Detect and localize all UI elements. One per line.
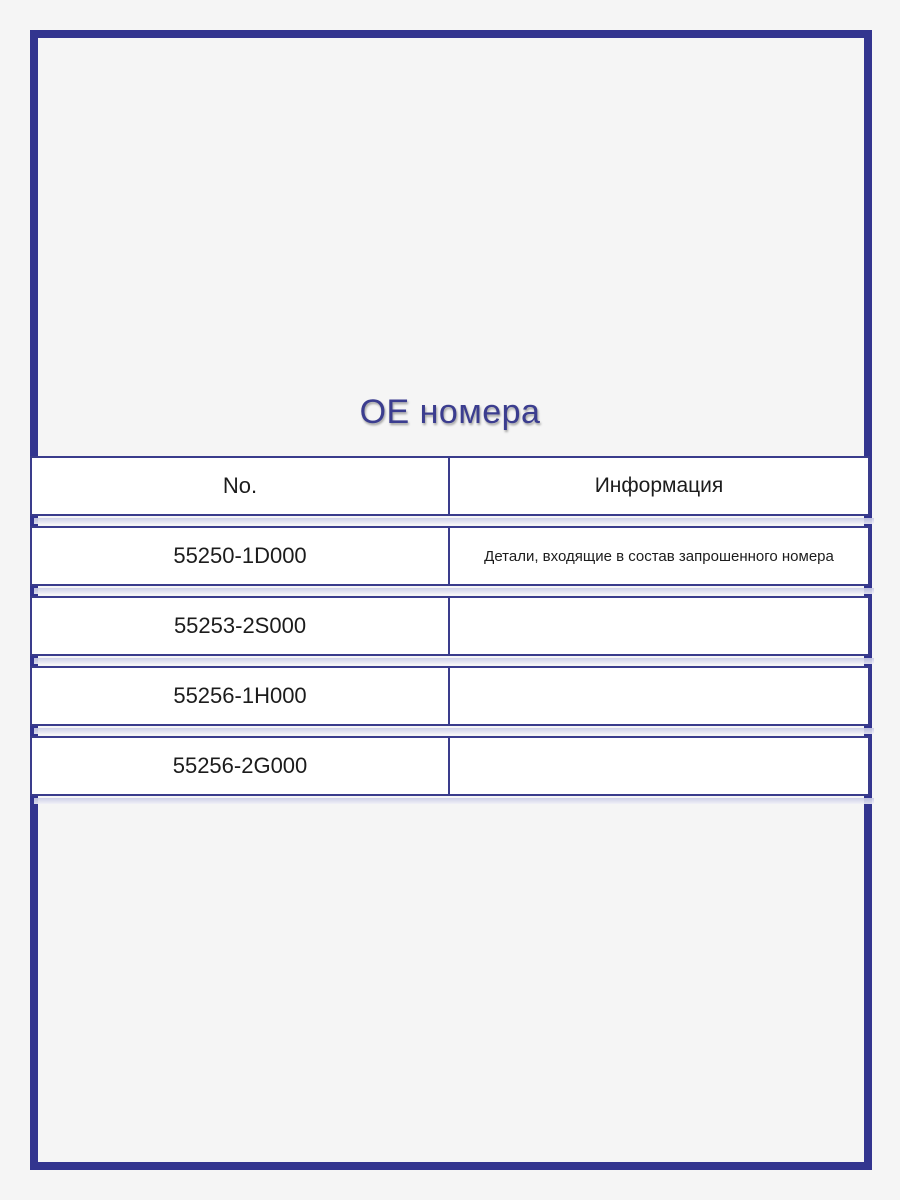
table-row	[30, 736, 872, 798]
oe-number-cell: 55250-1D000	[30, 526, 450, 586]
table-row	[30, 526, 872, 588]
info-cell	[450, 596, 870, 656]
page-title: OE номера	[359, 393, 541, 431]
column-header-info: Информация	[450, 456, 870, 516]
info-cell	[450, 736, 870, 796]
oe-number-cell: 55256-1H000	[30, 666, 450, 726]
column-header-number: No.	[30, 456, 450, 516]
table-header-row	[30, 456, 872, 518]
oe-number-cell: 55253-2S000	[30, 596, 450, 656]
info-cell: Детали, входящие в состав запрошенного номера	[450, 526, 870, 586]
table-row	[30, 666, 872, 728]
table-row	[30, 596, 872, 658]
oe-number-cell: 55256-2G000	[30, 736, 450, 796]
info-cell	[450, 666, 870, 726]
